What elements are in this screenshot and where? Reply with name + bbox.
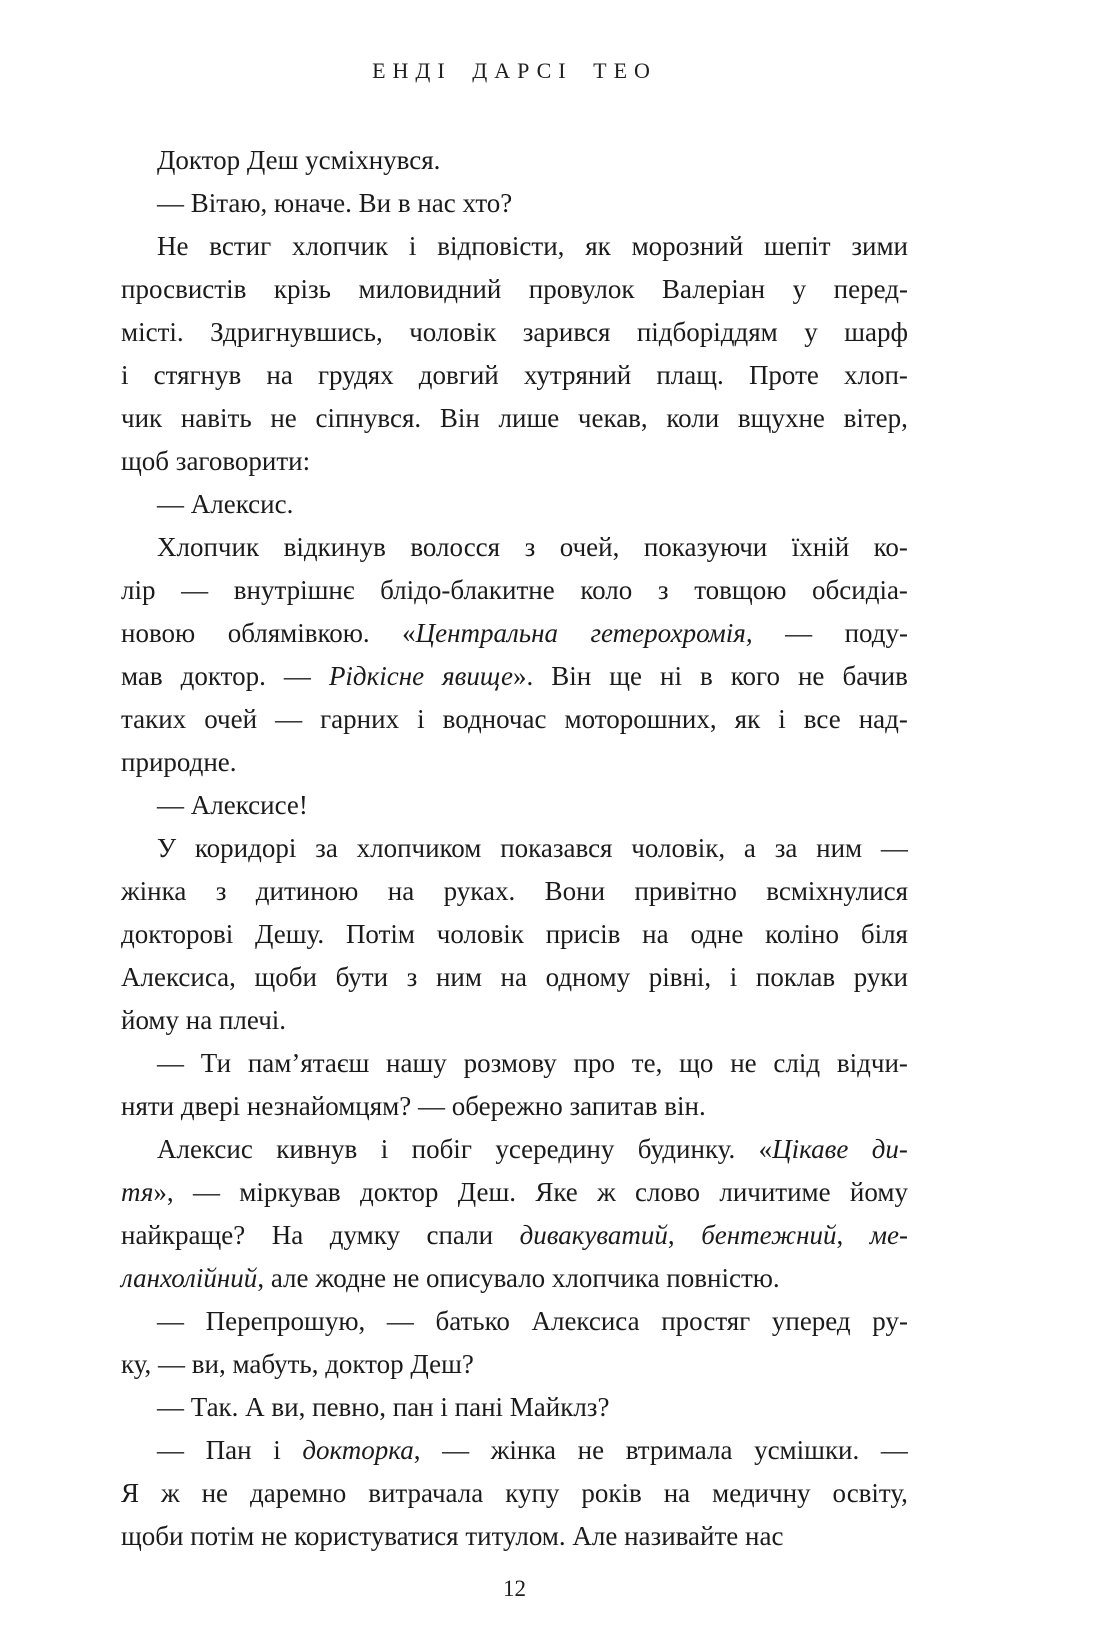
text-line: — Алексисе! [157,790,308,820]
text-line: — Пан і докторка, — жінка не втримала усмішки. — [157,1435,908,1465]
text-line: — Вітаю, юначе. Ви в нас хто? [157,188,513,218]
paragraph [121,483,908,526]
text-line: природне. [121,747,237,777]
paragraph [121,1386,908,1429]
paragraph [121,182,908,225]
text-line: тя», — міркував доктор Деш. Яке ж слово личитиме йому [121,1177,908,1207]
text-line: жінка з дитиною на руках. Вони привітно всміхнулися [121,876,908,906]
paragraph [121,225,908,483]
text-line: щоб заговорити: [121,446,311,476]
text-line: няти двері незнайомцям? — обережно запитав він. [121,1091,706,1121]
text-line: докторові Дешу. Потім чоловік присів на одне коліно біля [121,919,908,949]
paragraph [121,1300,908,1386]
paragraph [121,526,908,784]
text-line: йому на плечі. [121,1005,287,1035]
text-line: Алексис кивнув і побіг усередину будинку. «Цікаве ди- [157,1134,908,1164]
text-line: Алексиса, щоби бути з ним на одному рівні, і поклав руки [121,962,908,992]
text-line: і стягнув на грудях довгий хутряний плащ. Проте хлоп- [121,360,908,390]
paragraph [121,1042,908,1128]
text-line: місті. Здригнувшись, чоловік зарився підборіддям у шарф [121,317,908,347]
paragraph [121,827,908,1042]
text-line: Доктор Деш усміхнувся. [157,145,441,175]
paragraph [121,1128,908,1300]
text-line: лір — внутрішнє блідо-блакитне коло з товщою обсидіа- [121,575,908,605]
text-line: — Ти пам’ятаєш нашу розмову про те, що не слід відчи- [157,1048,908,1078]
text-line: — Так. А ви, певно, пан і пані Майклз? [157,1392,610,1422]
paragraph [121,784,908,827]
text-line: Не встиг хлопчик і відповісти, як морозний шепіт зими [157,231,908,261]
text-line: ку, — ви, мабуть, доктор Деш? [121,1349,474,1379]
text-line: ланхолійний, але жодне не описувало хлопчика повністю. [121,1263,780,1293]
text-line: щоби потім не користуватися титулом. Але називайте нас [121,1521,784,1551]
text-line: — Алексис. [157,489,294,519]
text-line: просвистів крізь миловидний провулок Валеріан у перед- [121,274,908,304]
paragraph [121,139,908,182]
text-line: — Перепрошую, — батько Алексиса простяг уперед ру- [157,1306,908,1336]
text-line: таких очей — гарних і водночас моторошних, як і все над- [121,704,908,734]
paragraph [121,1429,908,1558]
text-line: У коридорі за хлопчиком показався чоловік, а за ним — [157,833,908,863]
text-line: найкраще? На думку спали дивакуватий, бентежний, ме- [121,1220,908,1250]
text-line: мав доктор. — Рідкісне явище». Він ще ні в кого не бачив [121,661,908,691]
text-line: чик навіть не сіпнувся. Він лише чекав, коли вщухне вітер, [121,403,908,433]
text-block [121,139,908,1558]
text-line: Я ж не даремно витрачала купу років на медичну освіту, [121,1478,908,1508]
page-number: 12 [503,1576,526,1601]
running-header: ЕНДІ ДАРСІ ТЕО [372,58,657,83]
text-line: Хлопчик відкинув волосся з очей, показуючи їхній ко- [157,532,908,562]
text-line: новою облямівкою. «Центральна гетерохромія, — поду- [121,618,908,648]
